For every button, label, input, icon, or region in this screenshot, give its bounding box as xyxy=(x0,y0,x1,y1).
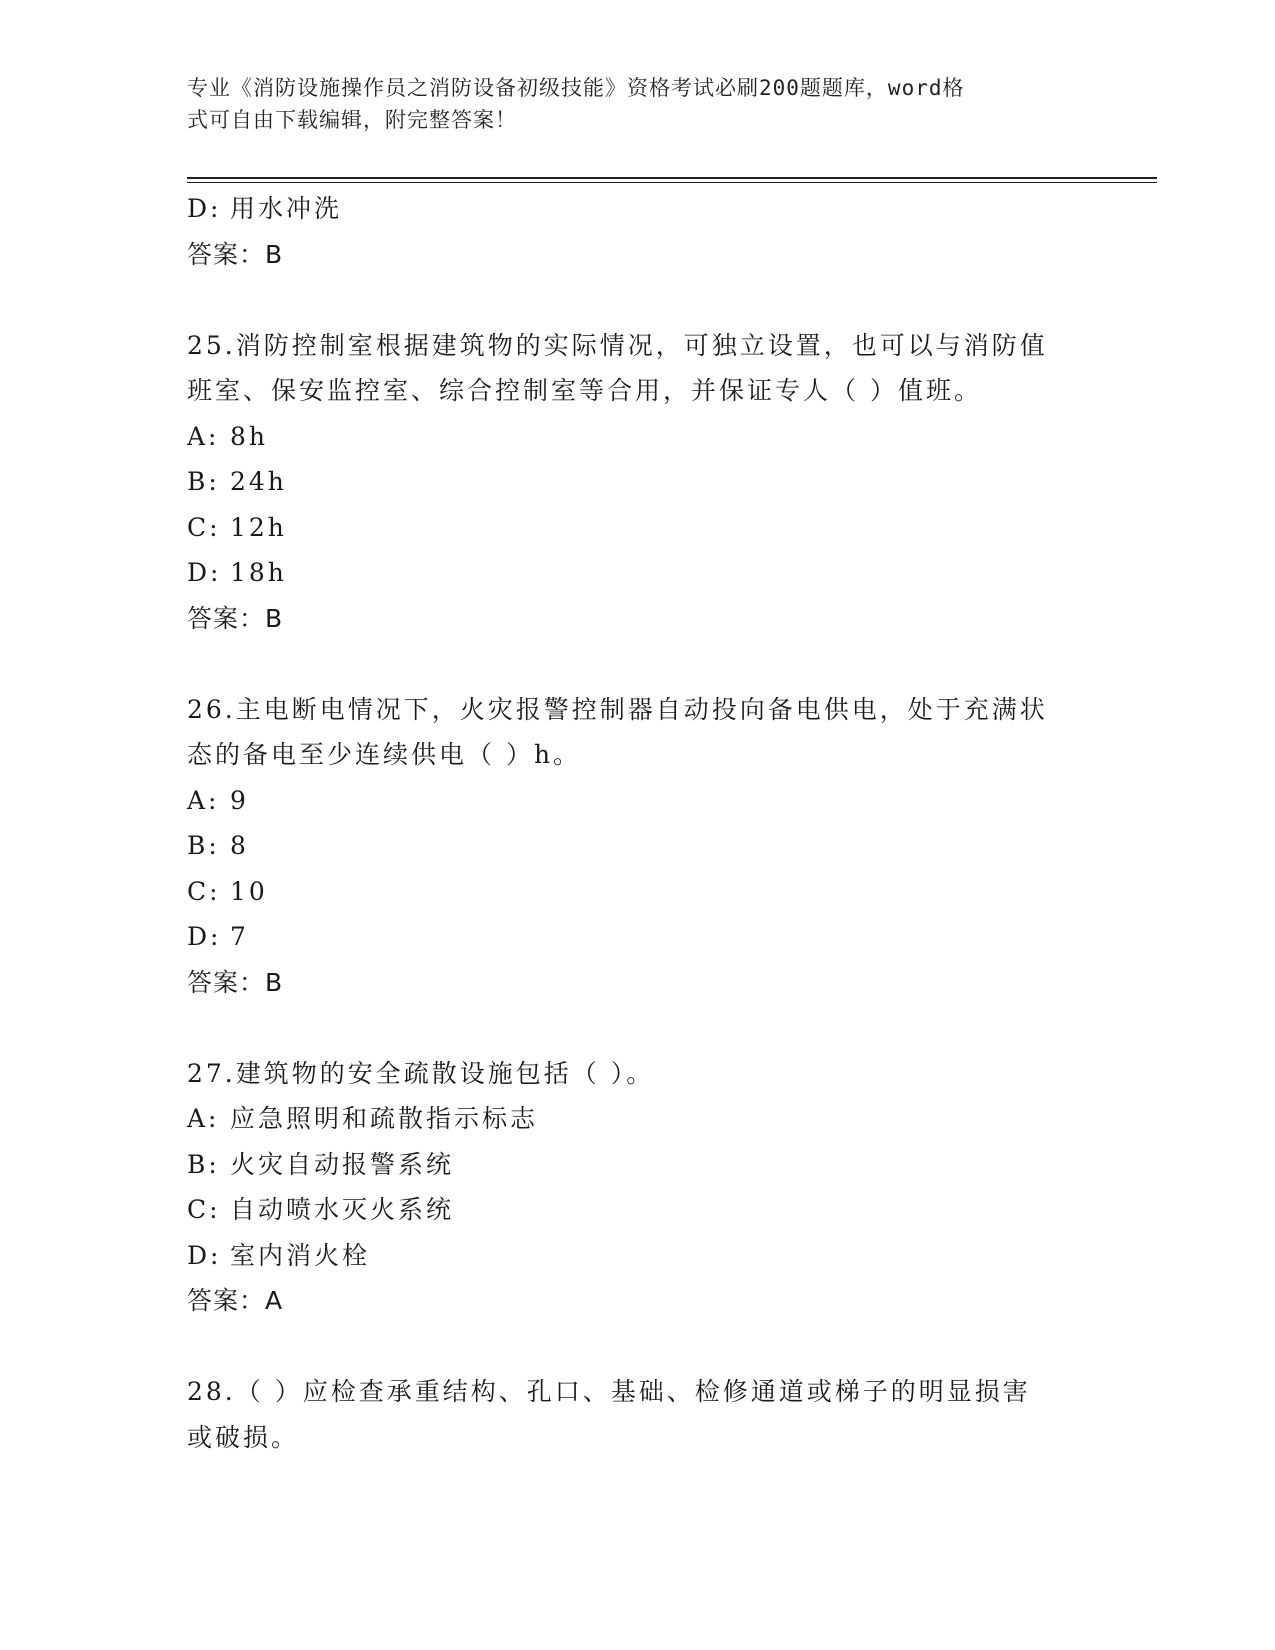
option-d: D: 室内消火栓 xyxy=(187,1240,371,1270)
question-stem-line: 26.主电断电情况下，火灾报警控制器自动投向备电供电，处于充满状 xyxy=(187,694,1048,724)
question-27 xyxy=(187,1051,1087,1324)
header-line-1: 专业《消防设施操作员之消防设备初级技能》资格考试必刷200题题库，word格 xyxy=(187,76,965,100)
answer-line: 答案：A xyxy=(187,1286,284,1315)
option-c: C: 自动喷水灭火系统 xyxy=(187,1195,455,1224)
question-28 xyxy=(187,1369,1087,1460)
option-a: A: 8h xyxy=(187,421,269,451)
option-b: B: 火灾自动报警系统 xyxy=(187,1149,455,1179)
option-d: D: 用水冲洗 xyxy=(187,194,343,223)
question-list xyxy=(187,186,1087,1460)
page-header xyxy=(187,72,1067,136)
answer-line: 答案：B xyxy=(187,239,284,269)
question-stem-line: 28.（ ）应检查承重结构、孔口、基础、检修通道或梯子的明显损害 xyxy=(187,1377,1031,1406)
question-26 xyxy=(187,687,1087,1006)
answer-line: 答案：B xyxy=(187,603,284,633)
answer-line: 答案：B xyxy=(187,967,284,997)
question-stem-line: 或破损。 xyxy=(187,1422,300,1452)
option-a: A: 9 xyxy=(187,785,249,815)
header-line-2: 式可自由下载编辑，附完整答案！ xyxy=(187,108,517,132)
option-c: C: 12h xyxy=(187,512,287,542)
option-c: C: 10 xyxy=(187,876,268,906)
option-d: D: 7 xyxy=(187,922,249,951)
option-a: A: 应急照明和疏散指示标志 xyxy=(187,1104,539,1133)
question-25 xyxy=(187,323,1087,642)
question-stem-line: 25.消防控制室根据建筑物的实际情况，可独立设置，也可以与消防值 xyxy=(187,330,1048,360)
option-b: B: 8 xyxy=(187,831,249,860)
question-stem-line: 27.建筑物的安全疏散设施包括（ ）。 xyxy=(187,1058,655,1088)
header-divider-thin xyxy=(187,182,1157,183)
question-stem-line: 班室、保安监控室、综合控制室等合用，并保证专人（ ）值班。 xyxy=(187,376,982,405)
option-d: D: 18h xyxy=(187,558,287,587)
header-divider-thick xyxy=(187,177,1157,179)
question-stem-line: 态的备电至少连续供电（ ）h。 xyxy=(187,740,582,769)
option-b: B: 24h xyxy=(187,467,287,496)
